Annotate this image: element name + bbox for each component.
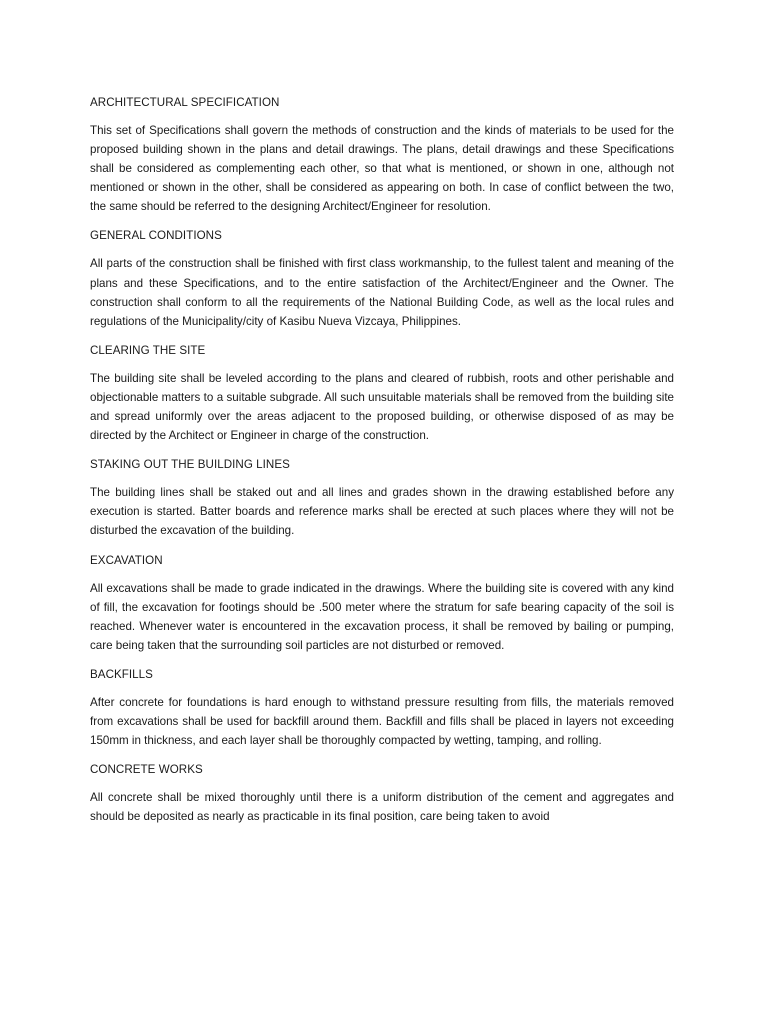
heading-architectural-specification: ARCHITECTURAL SPECIFICATION xyxy=(90,96,280,109)
heading-backfills: BACKFILLS xyxy=(90,667,153,681)
paragraph-backfills: After concrete for foundations is hard enough to withstand pressure resulting from fills, the materials removed from excavations shall be used for backfill around them. Backfill and fills shall be placed in layers not exceeding 150mm in thickness, and each layer shall be thoroughly compacted by wetting, tamping, and rolling. xyxy=(90,695,674,748)
heading-clearing-the-site: CLEARING THE SITE xyxy=(90,343,206,357)
heading-concrete-works: CONCRETE WORKS xyxy=(90,763,203,777)
heading-staking-out-building-lines: STAKING OUT THE BUILDING LINES xyxy=(90,458,290,472)
heading-excavation: EXCAVATION xyxy=(90,553,163,567)
paragraph-concrete-works: All concrete shall be mixed thoroughly until there is a uniform distribution of the cement and aggregates and should be deposited as nearly as practicable in its final position, care being taken to avoid xyxy=(90,791,674,824)
paragraph-architectural-specification: This set of Specifications shall govern the methods of construction and the kinds of materials to be used for the proposed building shown in the plans and detail drawings. The plans, detail drawings and these Specifications shall be considered as complementing each other, so that what is mentioned, or shown in one, although not mentioned or shown in the other, shall be considered as appearing on both. In case of conflict between the two, the same should be referred to the designing Architect/Engineer for resolution. xyxy=(90,124,674,214)
heading-general-conditions: GENERAL CONDITIONS xyxy=(90,229,222,243)
paragraph-clearing-the-site: The building site shall be leveled according to the plans and cleared of rubbish, roots and other perishable and objectionable matters to a suitable subgrade. All such unsuitable materials shall be removed from the building site and spread uniformly over the areas adjacent to the proposed building, or otherwise disposed of as may be directed by the Architect or Engineer in charge of the construction. xyxy=(90,371,674,443)
paragraph-excavation: All excavations shall be made to grade indicated in the drawings. Where the building site is covered with any kind of fill, the excavation for footings should be .500 meter where the stratum for safe bearing capacity of the soil is reached. Whenever water is encountered in the excavation process, it shall be removed by bailing or pumping, care being taken that the surrounding soil particles are not disturbed or removed. xyxy=(90,581,674,652)
document-page xyxy=(90,93,674,836)
paragraph-staking-out-building-lines: The building lines shall be staked out and all lines and grades shown in the drawing established before any execution is started. Batter boards and reference marks shall be erected at such places where they will not be disturbed the excavation of the building. xyxy=(90,486,674,538)
paragraph-general-conditions: All parts of the construction shall be finished with first class workmanship, to the fullest talent and meaning of the plans and these Specifications, and to the entire satisfaction of the Architect/Engineer and the Owner. The construction shall conform to all the requirements of the National Building Code, as well as the local rules and regulations of the Municipality/city of Kasibu Nueva Vizcaya, Philippines. xyxy=(90,257,674,328)
